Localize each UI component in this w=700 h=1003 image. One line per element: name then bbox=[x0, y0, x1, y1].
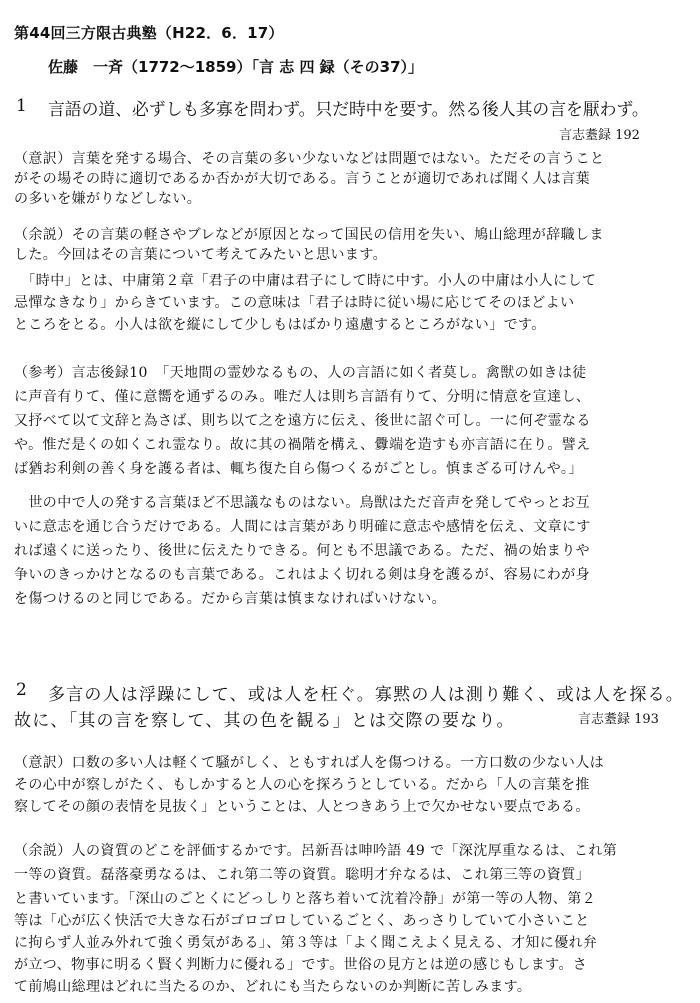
section1-commentary-line: 世の中で人の発する言葉ほど不思議なものはない。鳥獣はただ音声を発してやっとお互 bbox=[14, 495, 590, 511]
section2-iyaku-line: その心中が察しがたく、もしかすると人の心を探ろうとしている。だから「人の言葉を推 bbox=[14, 777, 590, 793]
section1-yosetsu-line: 「時中」とは、中庸第２章「君子の中庸は君子にして時に中す。小人の中庸は小人にして bbox=[14, 273, 597, 289]
section1-sanko-line: （参考）言志後録10 「天地間の霊妙なるもの、人の言語に如く者莫し。禽獣の如きは徒 bbox=[14, 365, 587, 381]
section2-number: 2 bbox=[16, 680, 27, 700]
section1-yosetsu-line: した。今回はその言葉について考えてみたいと思います。 bbox=[14, 247, 387, 263]
section1-number: 1 bbox=[16, 96, 27, 116]
section1-commentary-line: 争いのきっかけとなるのも言葉である。これはよく切れる剣は身を護るが、容易にわが身 bbox=[14, 567, 590, 583]
section2-quote-line: 多言の人は浮躁にして、或は人を枉ぐ。寡黙の人は測り難く、或は人を探る。 bbox=[48, 685, 684, 705]
section2-yosetsu-line: て前鳩山総理はどれに当たるのか、どれにも当たらないのか判断に苦しみます。 bbox=[14, 979, 532, 995]
section2-source: 言志耋録 193 bbox=[578, 712, 659, 727]
section2-yosetsu-line: 等は「心が広く快活で大きな石がゴロゴロしているごとく、あっさりしていて小さいこと bbox=[14, 913, 590, 929]
section1-sanko-line: に声音有りて、僅に意嚮を通ずるのみ。唯だ人は則ち言語有りて、分明に情意を宣達し、 bbox=[14, 389, 591, 405]
section1-yosetsu-line: ところをとる。小人は欲を縦にして少しもはばかり遠慮するところがない」です。 bbox=[14, 317, 546, 333]
section1-sanko-line: 又抒べて以て文辞と為さば、則ち以て之を遠方に伝え、後世に詔ぐ可し。一に何ぞ霊なる bbox=[14, 413, 591, 429]
section1-iyaku-line: がその場その時に適切であるか否かが大切である。言うことが適切であれば聞く人は言葉 bbox=[14, 171, 590, 187]
document-title: 第44回三方限古典塾（H22．6．17） bbox=[14, 24, 284, 42]
section1-yosetsu-line: （余説）その言葉の軽さやブレなどが原因となって国民の信用を失い、鳩山総理が辞職しま bbox=[14, 227, 604, 243]
section1-iyaku-line: の多いを嫌がりなどしない。 bbox=[14, 191, 202, 207]
section2-quote-line: 故に、「其の言を察して、其の色を観る」とは交際の要なり。 bbox=[14, 711, 515, 731]
section1-commentary-line: を傷つけるのと同じである。だから言葉は慎まなければいけない。 bbox=[14, 591, 446, 607]
section1-sanko-line: ば猶お利剣の善く身を護る者は、輒ち復た自ら傷つくるがごとし。慎まざる可けんや。」 bbox=[14, 461, 583, 477]
section1-quote: 言語の道、必ずしも多寡を問わず。只だ時中を要す。然る後人其の言を厭わず。 bbox=[48, 99, 649, 119]
section1-iyaku-line: （意訳）言葉を発する場合、その言葉の多い少ないなどは問題ではない。ただその言うこと bbox=[14, 151, 605, 167]
section1-commentary-line: いに意志を通じ合うだけである。人間には言葉があり明確に意志や感情を伝え、文章にす bbox=[14, 519, 591, 535]
document-subtitle: 佐藤 一斉（1772〜1859）「言 志 四 録（その37）」 bbox=[48, 58, 424, 76]
section2-yosetsu-line: （余説）人の資質のどこを評価するかです。呂新吾は呻吟語 49 で「深沈厚重なるは、これ第 bbox=[14, 843, 618, 859]
section2-iyaku-line: （意訳）口数の多い人は軽くて騒がしく、ともすれば人を傷つける。一方口数の少ない人は bbox=[14, 755, 605, 771]
section2-yosetsu-line: が立つ、物事に明るく賢く判断力に優れる」です。世俗の見方とは逆の感じもします。さ bbox=[14, 957, 588, 973]
section2-yosetsu-line: 一等の資質。磊落豪勇なるは、これ第二等の資質。聡明才弁なるは、これ第三等の資質」 bbox=[14, 867, 590, 883]
section1-commentary-line: れば遠くに送ったり、後世に伝えたりできる。何とも不思議である。ただ、禍の始まりや bbox=[14, 543, 590, 559]
section1-source: 言志耋録 192 bbox=[559, 128, 640, 143]
section2-yosetsu-line: と書いています。「深山のごとくにどっしりと落ち着いて沈着冷静」が第一等の人物、第２ bbox=[14, 891, 596, 907]
section1-sanko-line: や。惟だ是くの如くこれ霊なり。故に其の禍階を構え、釁端を造すも亦言語に在り。譬え bbox=[14, 437, 591, 453]
section2-yosetsu-line: に拘らず人並み外れて強く勇気がある」、第３等は「よく聞こえよく見える、才知に優れ弁 bbox=[14, 935, 598, 951]
section1-yosetsu-line: 忌憚なきなり」からきています。この意味は「君子は時に従い場に応じてそのほどよい bbox=[14, 295, 575, 311]
section2-iyaku-line: 察してその顔の表情を見抜く」ということは、人とつきあう上で欠かせない要点である。 bbox=[14, 799, 590, 815]
